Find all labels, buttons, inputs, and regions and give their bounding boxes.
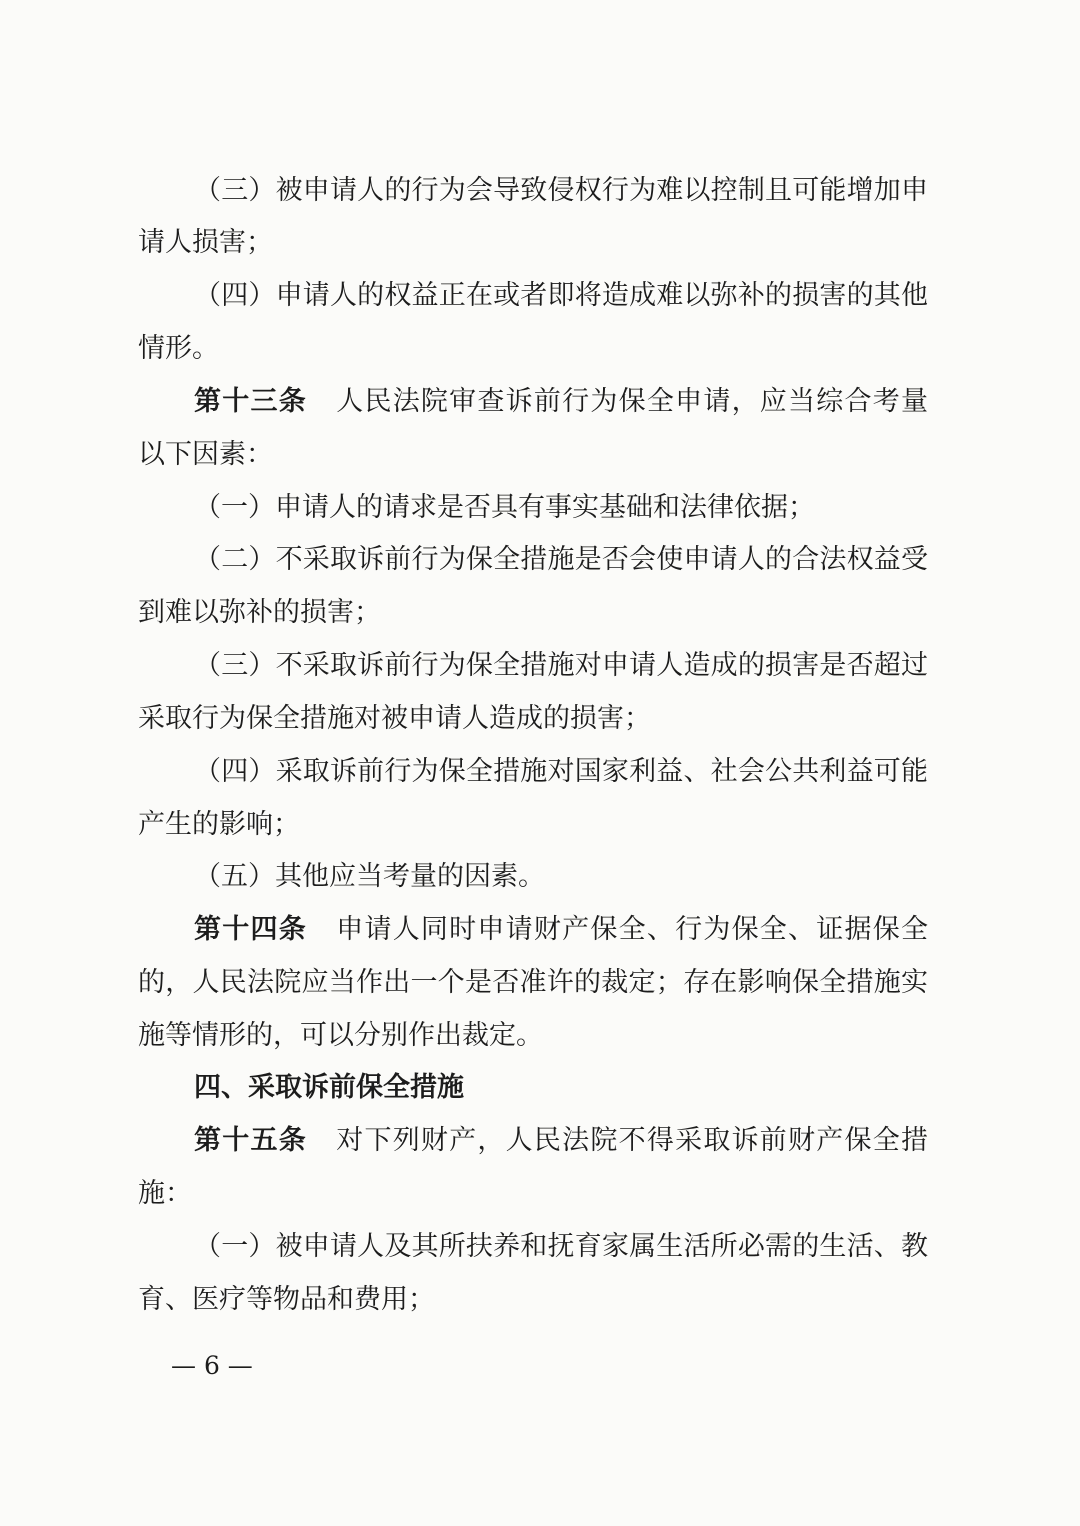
section-heading: 四、采取诉前保全措施: [194, 1072, 464, 1103]
article-13-line: [138, 382, 928, 422]
paragraph-line: （一）被申请人及其所扶养和抚育家属生活所必需的生活、教: [194, 1231, 928, 1262]
paragraph-line: 请人损害；: [138, 227, 273, 258]
article-15-label: 第十五条: [194, 1125, 307, 1156]
paragraph-line: 产生的影响；: [138, 809, 300, 840]
paragraph-line: （五）其他应当考量的因素。: [194, 861, 545, 892]
paragraph-line: 情形。: [138, 333, 219, 364]
paragraph-line: 的，人民法院应当作出一个是否准许的裁定；存在影响保全措施实: [138, 967, 928, 998]
paragraph-line: （三）不采取诉前行为保全措施对申请人造成的损害是否超过: [194, 650, 928, 681]
paragraph-line: 施：: [138, 1178, 192, 1209]
paragraph-line: 育、医疗等物品和费用；: [138, 1284, 435, 1315]
paragraph-line: （四）采取诉前行为保全措施对国家利益、社会公共利益可能: [194, 756, 928, 787]
paragraph-line: （一）申请人的请求是否具有事实基础和法律依据；: [194, 492, 815, 523]
article-15-line: [138, 1121, 928, 1161]
article-14-label: 第十四条: [194, 914, 307, 945]
paragraph-line: 施等情形的，可以分别作出裁定。: [138, 1020, 543, 1051]
page-number: — 6 —: [171, 1351, 253, 1380]
article-14-line: [138, 910, 928, 950]
paragraph-line: 到难以弥补的损害；: [138, 597, 381, 628]
paragraph-line: 采取行为保全措施对被申请人造成的损害；: [138, 703, 651, 734]
article-14-text: 申请人同时申请财产保全、行为保全、证据保全: [334, 914, 929, 945]
paragraph-line: （四）申请人的权益正在或者即将造成难以弥补的损害的其他: [194, 280, 928, 311]
paragraph-line: 以下因素：: [138, 439, 273, 470]
paragraph-line: （三）被申请人的行为会导致侵权行为难以控制且可能增加申: [194, 175, 928, 206]
article-13-text: 人民法院审查诉前行为保全申请，应当综合考量: [334, 386, 929, 417]
article-13-label: 第十三条: [194, 386, 307, 417]
article-15-text: 对下列财产，人民法院不得采取诉前财产保全措: [334, 1125, 929, 1156]
paragraph-line: （二）不采取诉前行为保全措施是否会使申请人的合法权益受: [194, 544, 928, 575]
